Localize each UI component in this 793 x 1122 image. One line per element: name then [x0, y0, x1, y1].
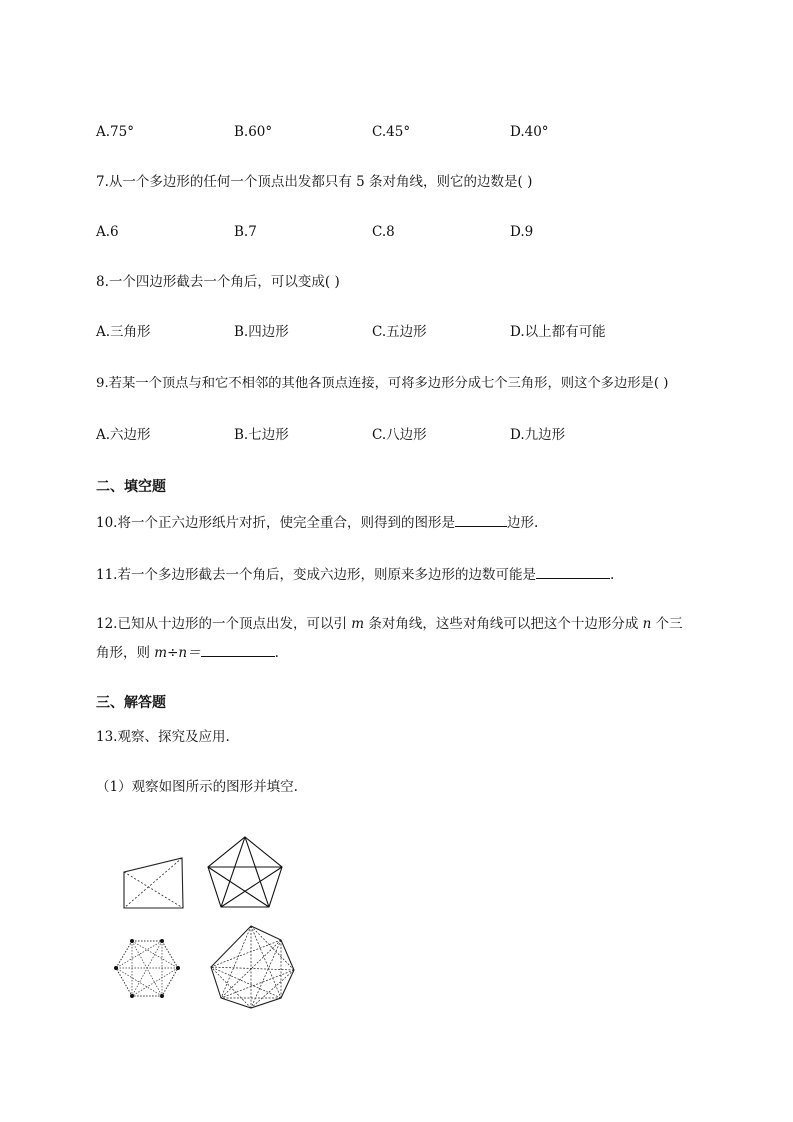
q7-option-d: D.9 — [510, 224, 534, 240]
q11-text-after: . — [609, 567, 615, 583]
q12-text-5: . — [274, 645, 279, 661]
q12-text-4: 角形，则 — [96, 645, 155, 661]
hexagon-vertex — [160, 994, 164, 998]
q12-text-1: 12.已知从十边形的一个顶点出发，可以引 — [96, 616, 352, 632]
polygon-diagonals-figure — [100, 825, 310, 1020]
q9-option-c: C.八边形 — [372, 427, 427, 443]
q6-option-c: C.45° — [372, 124, 411, 140]
pentagon-diagonal — [221, 837, 245, 907]
q8-option-d: D.以上都有可能 — [510, 324, 606, 340]
heptagon-outline — [211, 926, 294, 1008]
q11 — [96, 564, 614, 584]
q11-answer-blank[interactable] — [536, 564, 610, 579]
q12-var-n: n — [642, 616, 652, 632]
heptagon-diagonal — [221, 926, 251, 998]
q8-option-c: C.五边形 — [372, 324, 427, 340]
q6-option-a: A.75° — [96, 124, 134, 140]
q7-option-a: A.6 — [96, 224, 119, 240]
pentagon-diagonal — [245, 837, 269, 907]
quadrilateral-diagram — [124, 858, 183, 908]
heptagon-diagonal — [251, 970, 294, 1008]
q7-stem: 7.从一个多边形的任何一个顶点出发都只有 5 条对角线，则它的边数是( ) — [96, 174, 533, 190]
pentagon-diagonal — [221, 867, 282, 907]
hexagon-vertex — [130, 939, 134, 943]
q6-option-d: D.40° — [510, 124, 549, 140]
q10 — [96, 512, 538, 532]
hexagon-vertex — [160, 939, 164, 943]
hexagon-vertex — [114, 966, 118, 970]
q9-option-b: B.七边形 — [234, 427, 289, 443]
q10-text-after: 边形. — [506, 515, 539, 531]
pentagon-diagram — [208, 837, 282, 907]
q8-option-b: B.四边形 — [234, 324, 289, 340]
q12-answer-blank[interactable] — [201, 642, 275, 657]
q13-stem: 13.观察、探究及应用. — [96, 729, 230, 745]
q9-option-d: D.九边形 — [510, 427, 566, 443]
hexagon-vertex — [130, 994, 134, 998]
q12-line-2 — [96, 642, 279, 662]
q9-option-a: A.六边形 — [96, 427, 151, 443]
q11-text-before: 11.若一个多边形截去一个角后，变成六边形，则原来多边形的边数可能是 — [96, 567, 536, 583]
q12-line-1 — [96, 615, 683, 633]
q8-option-a: A.三角形 — [96, 324, 151, 340]
hexagon-vertex — [176, 966, 180, 970]
section-heading-solve: 三、解答题 — [96, 695, 166, 711]
q12-text-2: 条对角线，这些对角线可以把这个十边形分成 — [364, 616, 643, 632]
q10-text-before: 10.将一个正六边形纸片对折，使完全重合，则得到的图形是 — [96, 515, 455, 531]
q12-var-m: m — [351, 616, 365, 632]
quadrilateral-diagonal — [124, 872, 183, 908]
q10-answer-blank[interactable] — [455, 512, 507, 527]
pentagon-outline — [208, 837, 282, 907]
q8-stem: 8.一个四边形截去一个角后，可以变成( ) — [96, 274, 340, 290]
q9-stem: 9.若某一个顶点与和它不相邻的其他各顶点连接，可将多边形分成七个三角形，则这个多边形是( ) — [96, 376, 669, 391]
q12-expression: m÷n＝ — [154, 645, 201, 661]
q7-option-c: C.8 — [372, 224, 395, 240]
section-heading-fill-in: 二、填空题 — [96, 479, 166, 495]
q6-option-b: B.60° — [234, 124, 273, 140]
q7-option-b: B.7 — [234, 224, 257, 240]
pentagon-diagonal — [208, 867, 269, 907]
hexagon-diagram — [116, 941, 178, 996]
q12-text-3: 个三 — [651, 616, 683, 632]
heptagon-diagram — [211, 926, 294, 1008]
q13-sub1: （1）观察如图所示的图形并填空. — [96, 779, 298, 795]
heptagon-diagonal — [251, 926, 281, 998]
heptagon-diagonal — [211, 967, 281, 998]
